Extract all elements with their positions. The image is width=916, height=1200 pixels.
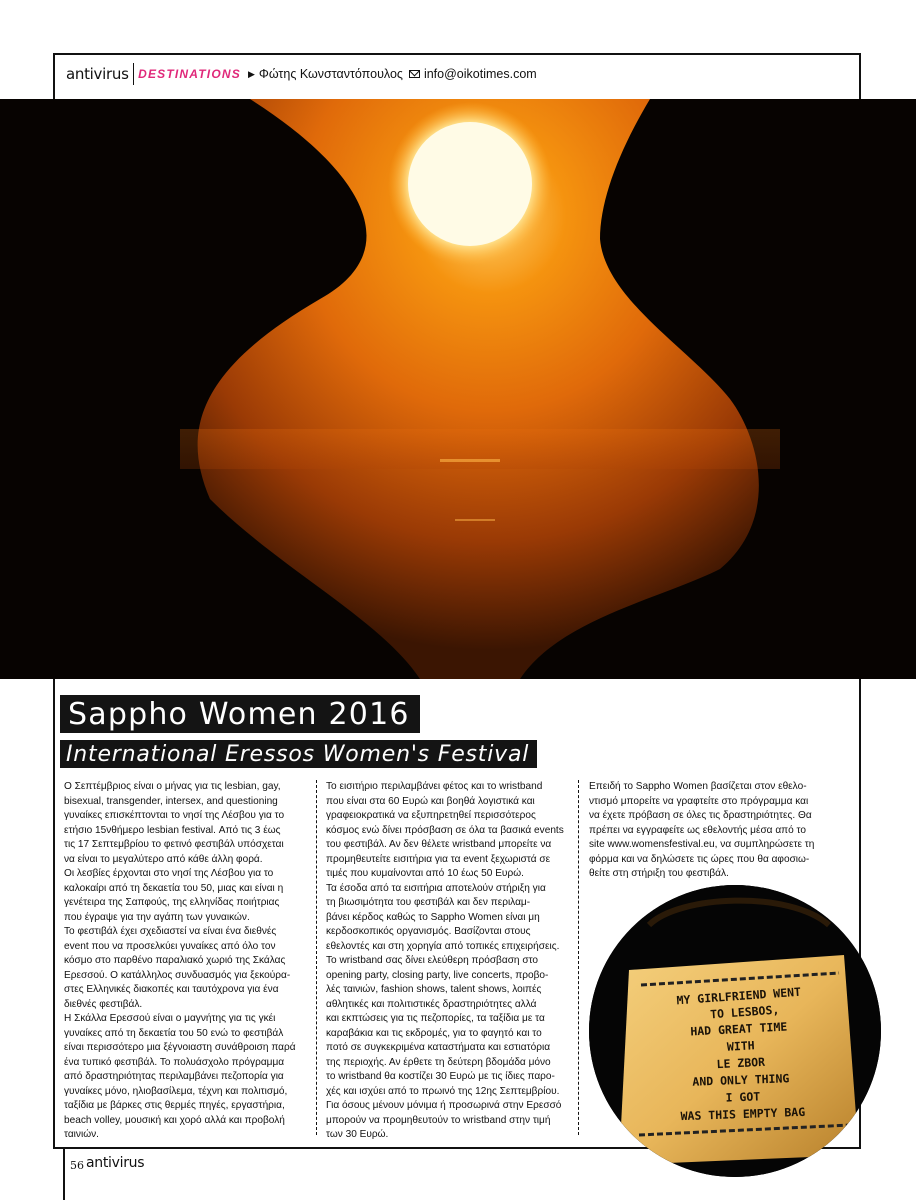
envelope-icon bbox=[409, 70, 420, 78]
column-divider bbox=[316, 780, 317, 1135]
header-brand: antivirus bbox=[66, 65, 129, 83]
article-title: Sappho Women 2016 bbox=[60, 695, 420, 733]
bag-line: WAS THIS EMPTY BAG bbox=[680, 1104, 806, 1124]
article-column-1: Ο Σεπτέμβριος είναι ο μήνας για τις lesbian, gay, bisexual, transgender, intersex, and questioning γυναίκες επισκέπτονται το νησί της Λέσβου για το ετήσιο 15νθήμερο lesbian festival. Από τις 3 έως τις 17 Σεπτεμβρίου το φετινό φεστιβάλ υπόσχεται να είναι το μεγαλύτερο από κάθε άλλη φορά. Οι λεσβίες έρχονται στο νησί της Λέσβου για το καλοκαίρι από τη δεκαετία του 50, μιας και είναι η γενέτειρα της Σαπφούς, της ελληνίδας ποιήτριας που έγραψε για την αγάπη των γυναικών. Το φεστιβάλ έχει σχεδιαστεί να είναι ένα διεθνές event που να προσελκύει γυναίκες από όλο τον κόσμο στο παρθένο παραλιακό χωριό της Σκάλας Ερεσσού. Ο κατάλληλος συνδυασμός για ξεκούρα- στες Ελληνικές διακοπές και ταυτόχρονα για ένα διεθνές φεστιβάλ. Η Σκάλλα Ερεσσού είναι ο μαγνήτης για τις γκέι γυναίκες από τη δεκαετία του 50 ενώ το φεστιβάλ είναι περισσότερο μια ξέγνοιαστη συνάθροιση παρά ένα τυπικό φεστιβάλ. Το πολυάσχολο πρόγραμμα από δραστηριότητας περιλαμβάνει πεζοπορία για γυναίκες μόνο, ηλιοβασίλεμα, τέχνη και πολιτισμό, ταξίδια με βάρκες στις θερμές πηγές, εργαστήρια, beach volley, μουσική και χορό αλλά και προβολή ταινιών. bbox=[64, 781, 296, 1140]
hero-photo bbox=[0, 99, 916, 679]
header-author: Φώτης Κωνσταντόπουλος bbox=[258, 67, 403, 81]
bag-line: LE ZBOR bbox=[716, 1054, 766, 1072]
page-number: 56 bbox=[70, 1159, 84, 1172]
triangle-right-icon: ▶ bbox=[247, 68, 255, 79]
page-header bbox=[66, 62, 537, 86]
bag-line: I GOT bbox=[725, 1089, 761, 1105]
header-email[interactable]: info@oikotimes.com bbox=[423, 67, 537, 81]
bag-line: MY GIRLFRIEND WENT bbox=[676, 984, 802, 1008]
bag-line: WITH bbox=[726, 1038, 755, 1054]
footer-brand: antivirus bbox=[86, 1155, 145, 1171]
article-column-3: Επειδή το Sappho Women βασίζεται στον εθελο- ντισμό μπορείτε να γραφτείτε στο πρόγραμμα και να έχετε πρόβαση σε όλες τις δραστηριότητες. Θα πρέπει να εγγραφείτε ως εθελοντής μέσα από το site www.womensfestival.eu, να συμπληρώσετε τη φόρμα και να δηλώσετε τις ώρες που θα αφοσιω- θείτε στη στήριξη του φεστιβάλ. bbox=[589, 781, 815, 879]
sunset-silhouette-image bbox=[0, 99, 916, 679]
page-frame-left bbox=[53, 679, 55, 1149]
bag-line: TO LESBOS, bbox=[709, 1002, 780, 1022]
bag-line: AND ONLY THING bbox=[692, 1071, 790, 1089]
header-section: DESTINATIONS bbox=[138, 67, 241, 81]
article-column-2: Το εισιτήριο περιλαμβάνει φέτος και το wristband που είναι στα 60 Ευρώ και βοηθά λογιστικά και γραφειοκρατικά να εξυπηρετηθεί περισσότερος κόσμος ενώ δίνει πρόσβαση σε όλα τα βασικά events του φεστιβάλ. Αν δεν θέλετε wristband μπορείτε να προμηθευτείτε εισιτήρια για τα event ξεχωριστά σε τιμές που κυμαίνονται από 10 έως 50 Ευρώ. Τα έσοδα από τα εισιτήρια αποτελούν στήριξη για τη βιωσιμότητα του φεστιβάλ και δεν περιλαμ- βάνει κέρδος καθώς το Sappho Women είναι μη κερδοσκοπικός οργανισμός. Βασίζονται στους εθελοντές και στη χορηγία από τοπικές επιχειρήσεις. Το wristband σας δίνει ελεύθερη πρόσβαση στο opening party, closing party, live concerts, προβο- λές ταινιών, fashion shows, talent shows, λοιπές αθλητικές και πολιτιστικές δραστηριότητες αλλά και εκπτώσεις για τις πεζοπορίες, τα ταξίδια με τα καραβάκια και τις εκδρομές, για το φαγητό και το ποτό σε συγκεκριμένα καταστήματα και εστιατόρια της περιοχής. Αν έρθετε τη δεύτερη βδομάδα μόνο το wristband θα κοστίζει 30 Ευρώ με τις ίδιες παρο- χές και ισχύει από το πρωινό της 12ης Σεπτεμβρίου. Για όσους μένουν μόνιμα ή προσωρινά στην Ερεσσό μπορούν να προμηθευτούν το wristband στην τιμή των 30 Ευρώ. bbox=[326, 781, 564, 1140]
tote-bag-photo bbox=[589, 885, 881, 1177]
bag-line: HAD GREAT TIME bbox=[690, 1019, 788, 1039]
column-divider bbox=[578, 780, 579, 1135]
article-subtitle: International Eressos Women's Festival bbox=[60, 740, 537, 768]
header-separator bbox=[133, 63, 135, 85]
page-frame-stub bbox=[63, 1149, 65, 1200]
